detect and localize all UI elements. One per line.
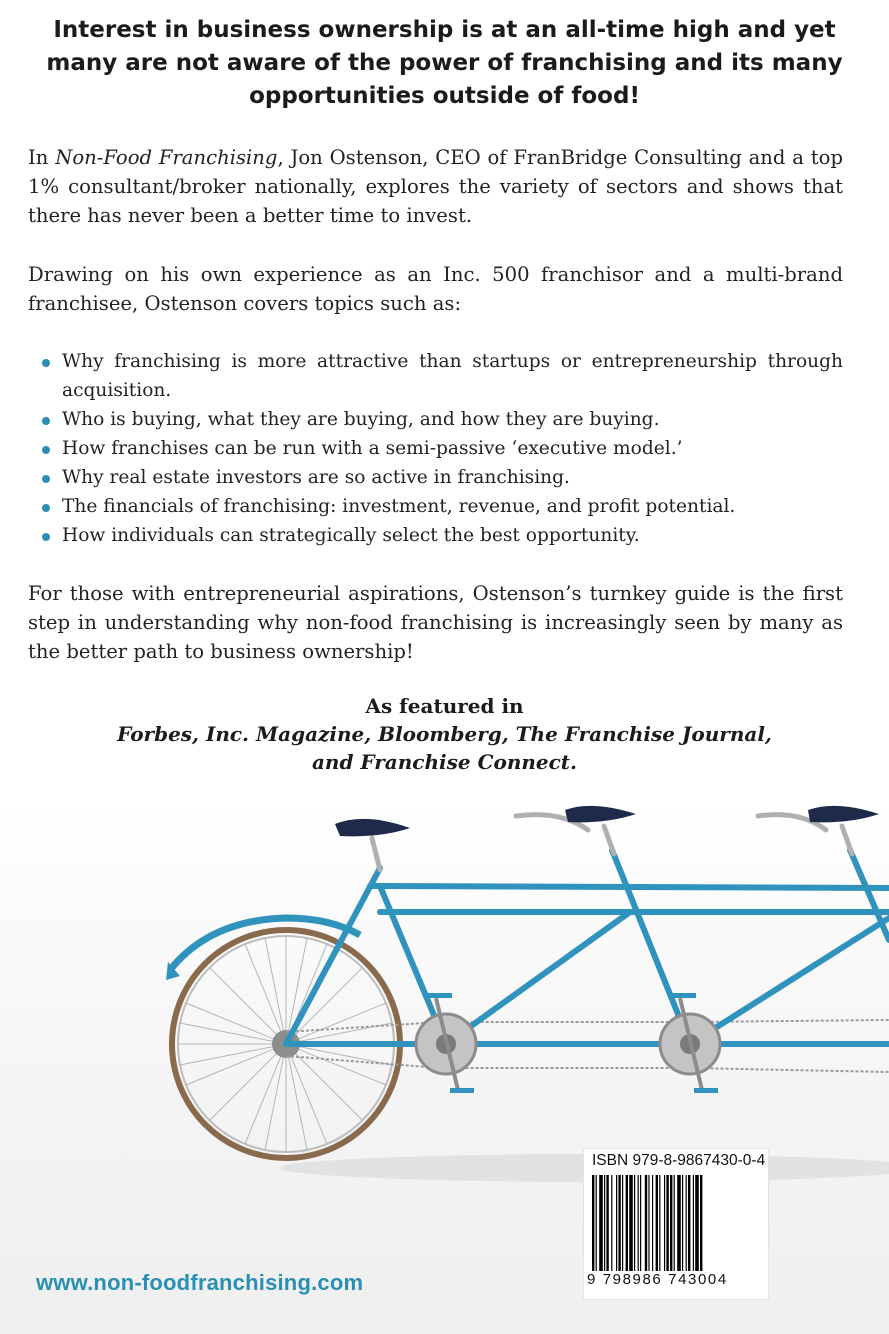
bullet-icon [42, 475, 50, 483]
bullet-icon [42, 504, 50, 512]
topic-item [38, 405, 843, 434]
topic-text: Why real estate investors are so active in franchising. [62, 467, 570, 488]
chainring-front [416, 998, 476, 1090]
topic-item [38, 492, 843, 521]
website-link[interactable]: www.non-foodfranchising.com [36, 1270, 364, 1295]
experience-paragraph: Drawing on his own experience as an Inc. 500 franchisor and a multi-brand franchisee, Ostenson covers topics such as: [28, 263, 843, 315]
barcode-digits: 9 798986 743004 [587, 1271, 728, 1288]
featured-in [20, 692, 869, 776]
featured-outlets-line1: Forbes, Inc. Magazine, Bloomberg, The Franchise Journal, [117, 722, 772, 746]
bullet-icon [42, 417, 50, 425]
topic-item [38, 463, 843, 492]
featured-lead: As featured in [365, 694, 524, 718]
topic-item [38, 347, 843, 405]
bullet-icon [42, 533, 50, 541]
topic-item [38, 434, 843, 463]
topics-list [38, 347, 843, 550]
topic-text: How individuals can strategically select the best opportunity. [62, 525, 640, 546]
seat-middle [565, 806, 636, 823]
barcode-bars [592, 1175, 760, 1271]
topic-text: How franchises can be run with a semi-passive ‘executive model.’ [62, 438, 683, 459]
intro-prefix: In [28, 146, 56, 169]
chainring-middle [660, 998, 720, 1090]
topic-text: Why franchising is more attractive than startups or entrepreneurship through acquisition. [62, 351, 843, 401]
bullet-icon [42, 359, 50, 367]
topic-text: The financials of franchising: investment, revenue, and profit potential. [62, 496, 736, 517]
intro-paragraph [28, 143, 843, 230]
topic-item [38, 521, 843, 550]
closing-paragraph: For those with entrepreneurial aspirations, Ostenson’s turnkey guide is the first step in understanding why non-food franchising is increasingly seen by many as the better path to business ownership! [28, 582, 843, 663]
headline: Interest in business ownership is at an all-time high and yet many are not aware of the power of franchising and its many opportunities outside of food! [46, 17, 843, 109]
isbn-label: ISBN 979-8-9867430-0-4 [592, 1152, 766, 1169]
book-title: Non-Food Franchising [55, 146, 278, 169]
intro-rest: , Jon Ostenson, CEO of FranBridge Consulting and a top 1% consultant/broker nationally, explores the variety of sectors and shows that there has never been a better time to invest. [28, 146, 843, 227]
barcode-block [583, 1148, 769, 1300]
topic-text: Who is buying, what they are buying, and how they are buying. [62, 409, 660, 430]
seat-front [335, 819, 410, 836]
frame [286, 850, 889, 1044]
bullet-icon [42, 446, 50, 454]
seat-rear [808, 806, 879, 823]
featured-outlets-line2: and Franchise Connect. [311, 750, 578, 774]
